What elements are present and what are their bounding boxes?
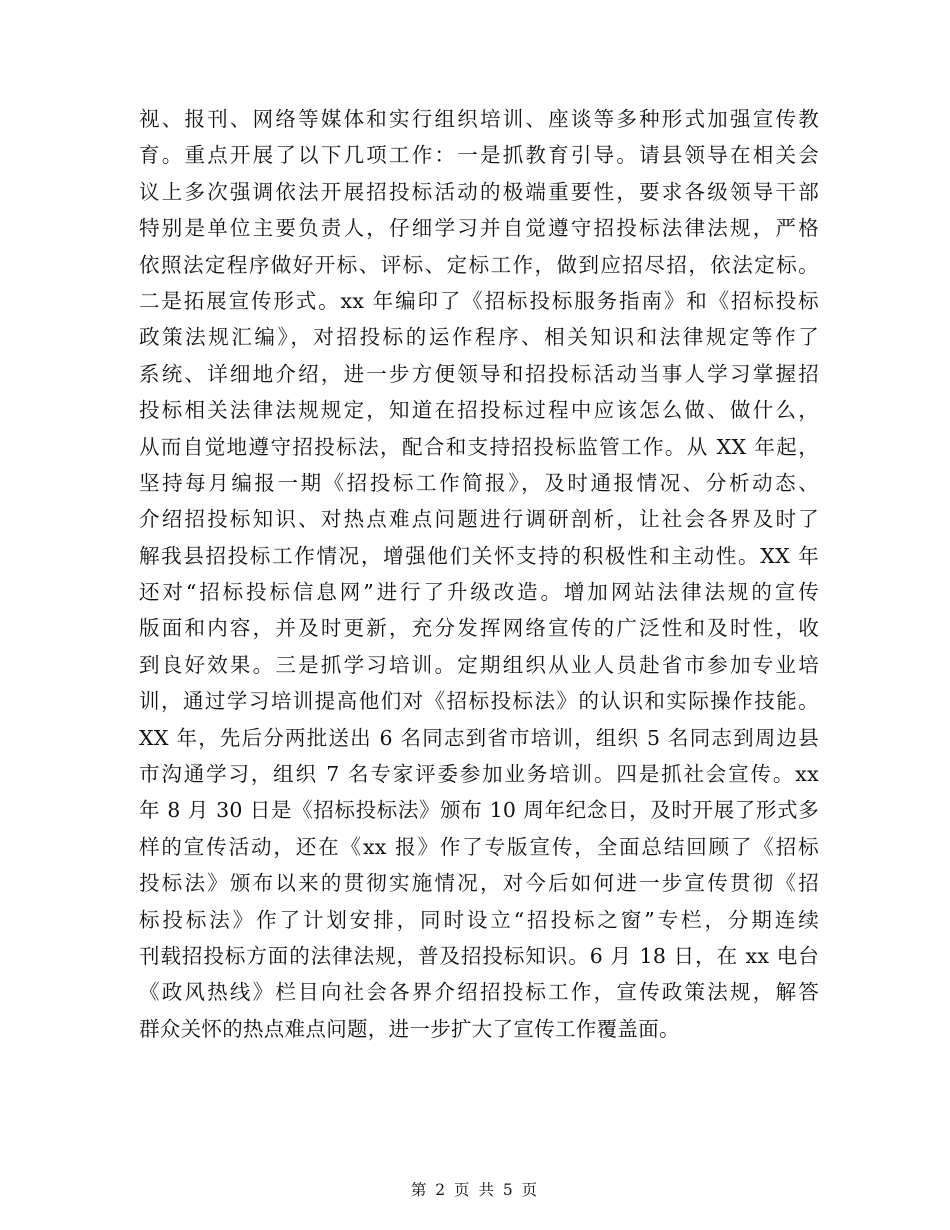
text-line: 投标相关法律法规规定，知道在招投标过程中应该怎么做、做什么，	[139, 398, 819, 423]
text-line: 视、报刊、网络等媒体和实行组织培训、座谈等多种形式加强宣传教	[139, 107, 819, 131]
text-line: 《政风热线》栏目向社会各界介绍招投标工作，宣传政策法规，解答	[139, 980, 819, 1005]
text-line: 从而自觉地遵守招投标法，配合和支持招投标监管工作。从 XX 年起，	[139, 434, 819, 459]
text-line: 训，通过学习培训提高他们对《招标投标法》的认识和实际操作技能。	[139, 689, 819, 714]
text-line: 样的宣传活动，还在《xx 报》作了专版宣传，全面总结回顾了《招标	[139, 834, 819, 859]
text-line: XX 年，先后分两批送出 6 名同志到省市培训，组织 5 名同志到周边县	[139, 725, 819, 750]
body-text	[139, 101, 819, 1047]
text-line: 刊载招投标方面的法律法规，普及招投标知识。6 月 18 日，在 xx 电台	[139, 943, 819, 968]
text-line: 二是拓展宣传形式。xx 年编印了《招标投标服务指南》和《招标投标	[139, 288, 819, 313]
text-line: 介绍招投标知识、对热点难点问题进行调研剖析，让社会各界及时了	[139, 507, 819, 532]
text-line: 还对“招标投标信息网”进行了升级改造。增加网站法律法规的宣传	[139, 580, 819, 605]
text-line: 市沟通学习，组织 7 名专家评委参加业务培训。四是抓社会宣传。xx	[139, 762, 819, 787]
text-line: 版面和内容，并及时更新，充分发挥网络宣传的广泛性和及时性，收	[139, 616, 819, 641]
text-line: 政策法规汇编》，对招投标的运作程序、相关知识和法律规定等作了	[139, 325, 819, 350]
text-line: 年 8 月 30 日是《招标投标法》颁布 10 周年纪念日，及时开展了形式多	[139, 798, 819, 823]
text-line: 依照法定程序做好开标、评标、定标工作，做到应招尽招，依法定标。	[139, 252, 819, 277]
text-line: 育。重点开展了以下几项工作：一是抓教育引导。请县领导在相关会	[139, 143, 819, 168]
text-line: 坚持每月编报一期《招投标工作简报》，及时通报情况、分析动态、	[139, 470, 819, 495]
text-line: 特别是单位主要负责人，仔细学习并自觉遵守招投标法律法规，严格	[139, 216, 819, 241]
text-line: 解我县招投标工作情况，增强他们关怀支持的积极性和主动性。XX 年	[139, 543, 819, 568]
text-line: 标投标法》作了计划安排，同时设立“招投标之窗”专栏，分期连续	[139, 907, 819, 932]
text-line: 系统、详细地介绍，进一步方便领导和招投标活动当事人学习掌握招	[139, 361, 819, 386]
text-line-last: 群众关怀的热点难点问题，进一步扩大了宣传工作覆盖面。	[139, 1016, 680, 1041]
text-line: 议上多次强调依法开展招投标活动的极端重要性，要求各级领导干部	[139, 179, 819, 204]
page-number-footer: 第 2 页 共 5 页	[410, 1181, 540, 1199]
text-line: 到良好效果。三是抓学习培训。定期组织从业人员赴省市参加专业培	[139, 652, 819, 677]
text-line: 投标法》颁布以来的贯彻实施情况，对今后如何进一步宣传贯彻《招	[139, 871, 819, 896]
